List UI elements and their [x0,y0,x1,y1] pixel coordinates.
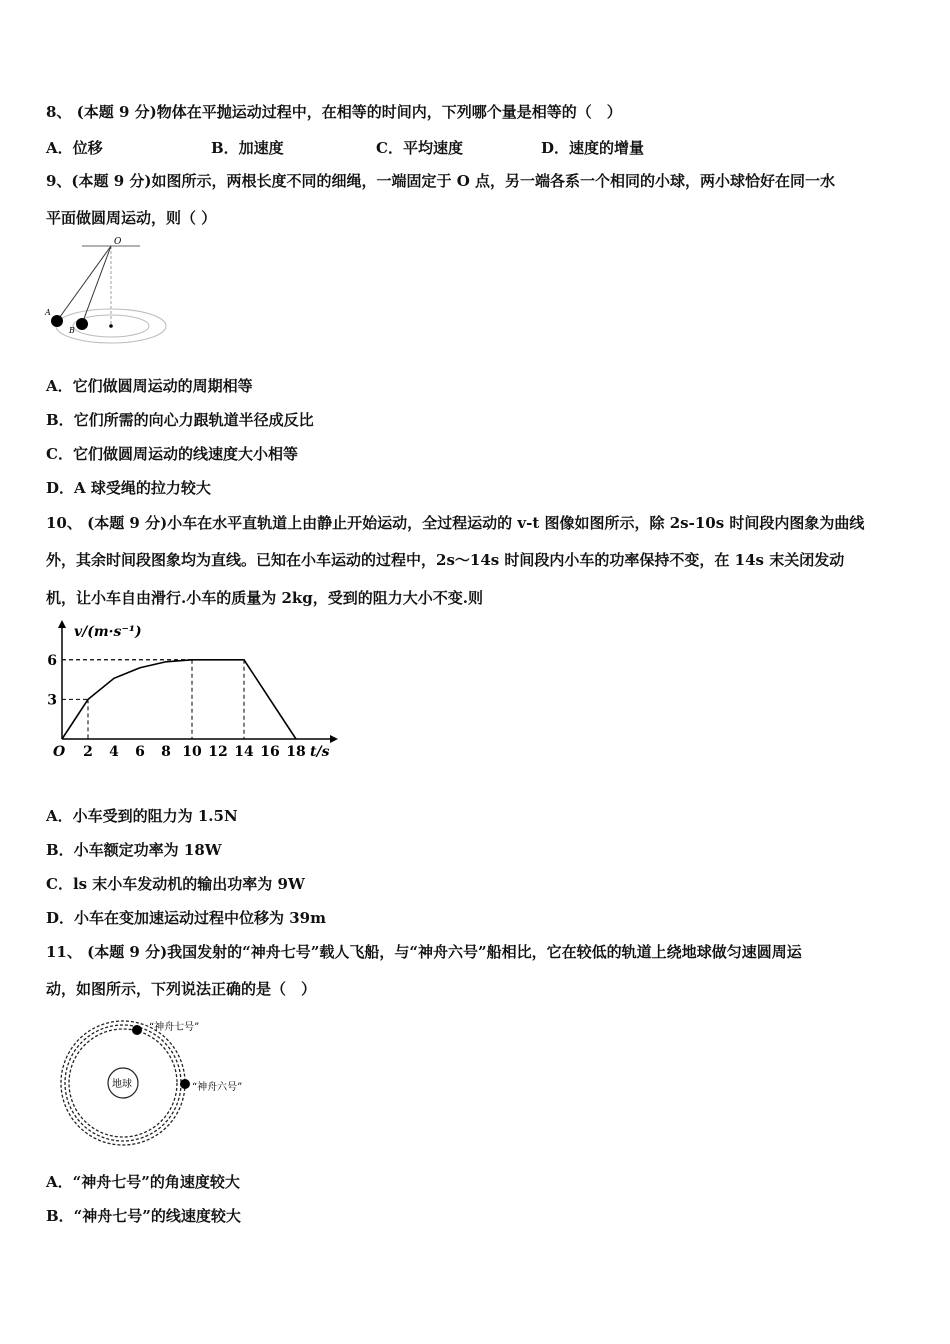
q10-option-b: B．小车额定功率为 18W [46,841,222,859]
vt-ticks [47,653,305,760]
q8-option-c: C．平均速度 [376,139,463,157]
q10-stem-line1: 10、 (本题 9 分)小车在水平直轨道上由静止开始运动，全过程运动的 v-t 图像如图所示，除 2s-10s 时间段内图象为曲线 [46,514,865,532]
q9-ball-a [51,315,63,327]
q9-label-b: B [69,326,75,335]
q8-option-d: D．速度的增量 [541,139,645,157]
vt-x-tick-label: 6 [135,744,145,760]
q10-option-c: C．ls 末小车发动机的输出功率为 9W [46,875,305,893]
vt-x-tick-label: 14 [234,744,254,760]
vt-series [62,660,296,739]
vt-y-axis-label: v/(m·s⁻¹) [74,624,142,640]
q11-shenzhou6-dot [180,1079,190,1089]
vt-x-tick-label: 10 [182,744,202,760]
q9-stem-line2: 平面做圆周运动，则（ ） [46,209,217,227]
q8-stem: 8、 (本题 9 分)物体在平抛运动过程中，在相等的时间内，下列哪个量是相等的（ ） [46,103,622,121]
vt-x-tick-label: 16 [260,744,280,760]
q11-option-a: A．“神舟七号”的角速度较大 [46,1173,240,1191]
q9-conical-pendulum-figure [40,232,175,352]
q9-stem-line1: 9、(本题 9 分)如图所示，两根长度不同的细绳，一端固定于 O 点，另一端各系一个相同的小球，两小球恰好在同一水 [46,172,836,190]
q11-orbit-figure [55,1012,265,1152]
vt-x-tick-label: 2 [83,744,93,760]
vt-series-line [62,660,296,739]
q8-option-a: A．位移 [46,139,103,157]
q11-stem-line1: 11、 (本题 9 分)我国发射的“神舟七号”载人飞船，与“神舟六号”船相比，它在较低的轨道上绕地球做匀速圆周运 [46,943,802,961]
q10-stem-line3: 机，让小车自由滑行.小车的质量为 2kg，受到的阻力大小不变.则 [46,589,483,607]
vt-y-tick-label: 3 [47,692,57,709]
q10-option-a: A．小车受到的阻力为 1.5N [46,807,238,825]
q11-shenzhou7-label: “神舟七号” [149,1022,200,1033]
q9-center-dot [109,324,113,328]
vt-x-tick-label: 8 [161,744,171,760]
q9-ball-b [76,318,88,330]
q10-option-d: D．小车在变加速运动过程中位移为 39m [46,909,326,927]
vt-x-tick-label: 12 [208,744,228,760]
q11-option-b: B．“神舟七号”的线速度较大 [46,1207,241,1225]
q11-earth-label: 地球 [112,1079,132,1090]
q10-stem-line2: 外，其余时间段图象均为直线。已知在小车运动的过程中，2s～14s 时间段内小车的功率保持不变，在 14s 末关闭发动 [46,551,845,569]
q11-stem-line2: 动，如图所示，下列说法正确的是（ ） [46,980,317,998]
vt-x-tick-label: 18 [286,744,306,760]
q9-option-a: A．它们做圆周运动的周期相等 [46,377,253,395]
q11-shenzhou7-dot [132,1025,142,1035]
vt-y-tick-label: 6 [47,652,57,669]
q9-string-a [57,246,111,321]
vt-x-arrow [330,735,338,743]
q11-shenzhou6-label: “神舟六号” [192,1082,243,1093]
q9-option-c: C．它们做圆周运动的线速度大小相等 [46,445,298,463]
vt-y-arrow [58,620,66,628]
vt-x-tick-label: 4 [109,744,119,760]
vt-origin-label: O [53,744,66,760]
q9-label-o: O [114,237,122,247]
vt-x-axis-label: t/s [310,744,330,760]
q10-vt-chart [40,612,340,772]
q9-option-d: D．A 球受绳的拉力较大 [46,479,211,497]
q9-label-a: A [45,308,51,317]
q9-option-b: B．它们所需的向心力跟轨道半径成反比 [46,411,314,429]
vt-guides [62,660,244,739]
q9-string-b [82,246,111,324]
q8-option-b: B．加速度 [211,139,284,157]
